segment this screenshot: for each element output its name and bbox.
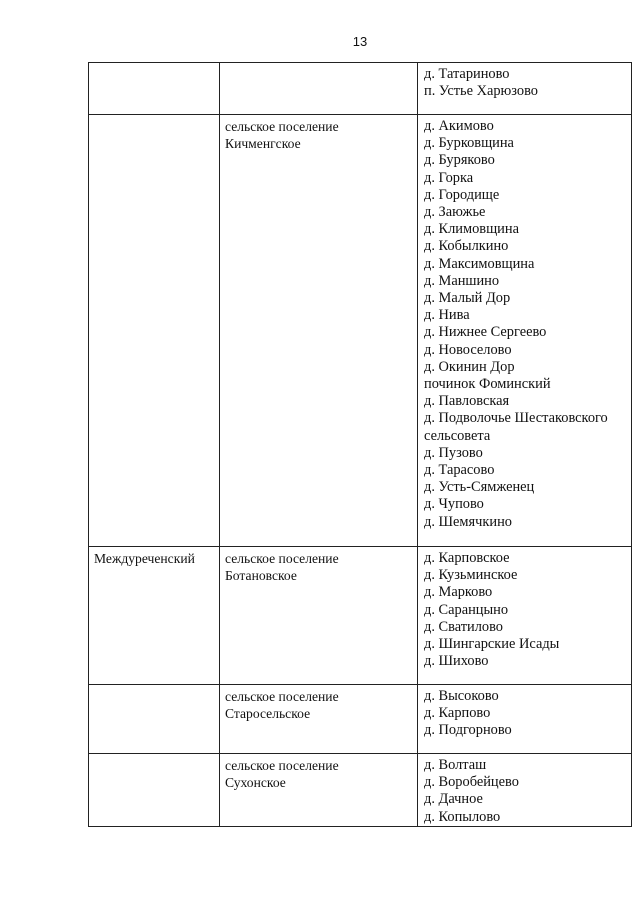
list-item: д. Малый Дор — [424, 290, 511, 307]
list-item: д. Подгорново — [424, 722, 512, 739]
list-item: д. Городище — [424, 186, 500, 203]
list-item: д. Бурковщина — [424, 135, 514, 152]
list-item: д. Дачное — [424, 791, 483, 808]
list-item: д. Кузьминское — [424, 567, 518, 584]
list-item: д. Татариново — [424, 66, 510, 82]
list-item: д. Нижнее Сергеево — [424, 324, 547, 341]
list-item: сельсовета — [424, 427, 491, 444]
settlement-cell — [220, 754, 418, 827]
table-row — [89, 685, 632, 754]
district-name — [89, 115, 219, 118]
district-cell — [89, 685, 220, 754]
settlement-name — [220, 685, 417, 722]
list-item: д. Акимово — [424, 118, 494, 134]
list-item: д. Подволочье Шестаковского — [424, 410, 608, 427]
list-item: д. Шемячкино — [424, 513, 512, 530]
settlement-type: сельское поселение — [225, 689, 339, 704]
list-item: д. Заюжье — [424, 204, 486, 221]
list-item: д. Воробейцево — [424, 774, 519, 791]
list-item: д. Нива — [424, 307, 470, 324]
list-item: д. Копылово — [424, 808, 501, 825]
district-cell — [89, 754, 220, 827]
list-item: д. Шихово — [424, 653, 489, 670]
list-item: д. Сватилово — [424, 618, 503, 635]
settlement-name — [220, 754, 417, 791]
list-item: д. Павловская — [424, 393, 510, 410]
settlement-title: Сухонское — [225, 775, 286, 791]
village-list — [418, 547, 631, 670]
list-item: д. Новоселово — [424, 341, 512, 358]
district-cell — [89, 63, 220, 115]
settlement-cell — [220, 685, 418, 754]
list-item: починок Фоминский — [424, 376, 551, 393]
list-item: д. Маншино — [424, 272, 500, 289]
list-item: д. Саранцыно — [424, 601, 509, 618]
settlement-title: Кичменгское — [225, 136, 301, 152]
list-item: д. Максимовщина — [424, 255, 535, 272]
list-item: д. Шингарские Исады — [424, 636, 560, 653]
list-item: д. Усть-Сямженец — [424, 479, 535, 496]
settlement-name — [220, 115, 417, 152]
settlement-cell — [220, 115, 418, 547]
list-item: д. Высоково — [424, 688, 499, 704]
list-item: д. Кобылкино — [424, 238, 509, 255]
settlement-name — [220, 547, 417, 584]
list-item: д. Климовщина — [424, 221, 519, 238]
settlement-type: сельское поселение — [225, 758, 339, 773]
settlement-cell — [220, 63, 418, 115]
list-item: д. Буряково — [424, 152, 495, 169]
table-row — [89, 754, 632, 827]
list-item: д. Марково — [424, 584, 493, 601]
settlements-table — [88, 62, 632, 827]
list-item: д. Окинин Дор — [424, 358, 515, 375]
list-item: д. Пузово — [424, 444, 483, 461]
district-name — [89, 63, 219, 66]
settlement-type: сельское поселение — [225, 119, 339, 134]
district-cell — [89, 547, 220, 685]
villages-cell — [418, 754, 632, 827]
list-item: д. Тарасово — [424, 462, 495, 479]
settlement-type: сельское поселение — [225, 551, 339, 566]
table-row — [89, 63, 632, 115]
village-list — [418, 63, 631, 100]
settlement-title: Ботановское — [225, 568, 297, 584]
villages-cell — [418, 547, 632, 685]
table-row — [89, 547, 632, 685]
villages-cell — [418, 115, 632, 547]
list-item: д. Карповское — [424, 550, 510, 566]
list-item: д. Горка — [424, 169, 474, 186]
list-item: д. Волташ — [424, 757, 487, 773]
district-name — [89, 685, 219, 688]
village-list — [418, 685, 631, 740]
settlement-cell — [220, 547, 418, 685]
list-item: п. Устье Харюзово — [424, 83, 538, 100]
district-cell — [89, 115, 220, 547]
village-list — [418, 754, 631, 826]
page-number: 13 — [352, 34, 368, 49]
villages-cell — [418, 63, 632, 115]
list-item: д. Карпово — [424, 705, 491, 722]
district-name — [89, 754, 219, 757]
district-name: Междуреченский — [94, 551, 195, 566]
villages-cell — [418, 685, 632, 754]
settlement-name — [220, 63, 417, 66]
settlement-title: Старосельское — [225, 706, 311, 722]
list-item: д. Чупово — [424, 496, 484, 513]
village-list — [418, 115, 631, 531]
table-row — [89, 115, 632, 547]
